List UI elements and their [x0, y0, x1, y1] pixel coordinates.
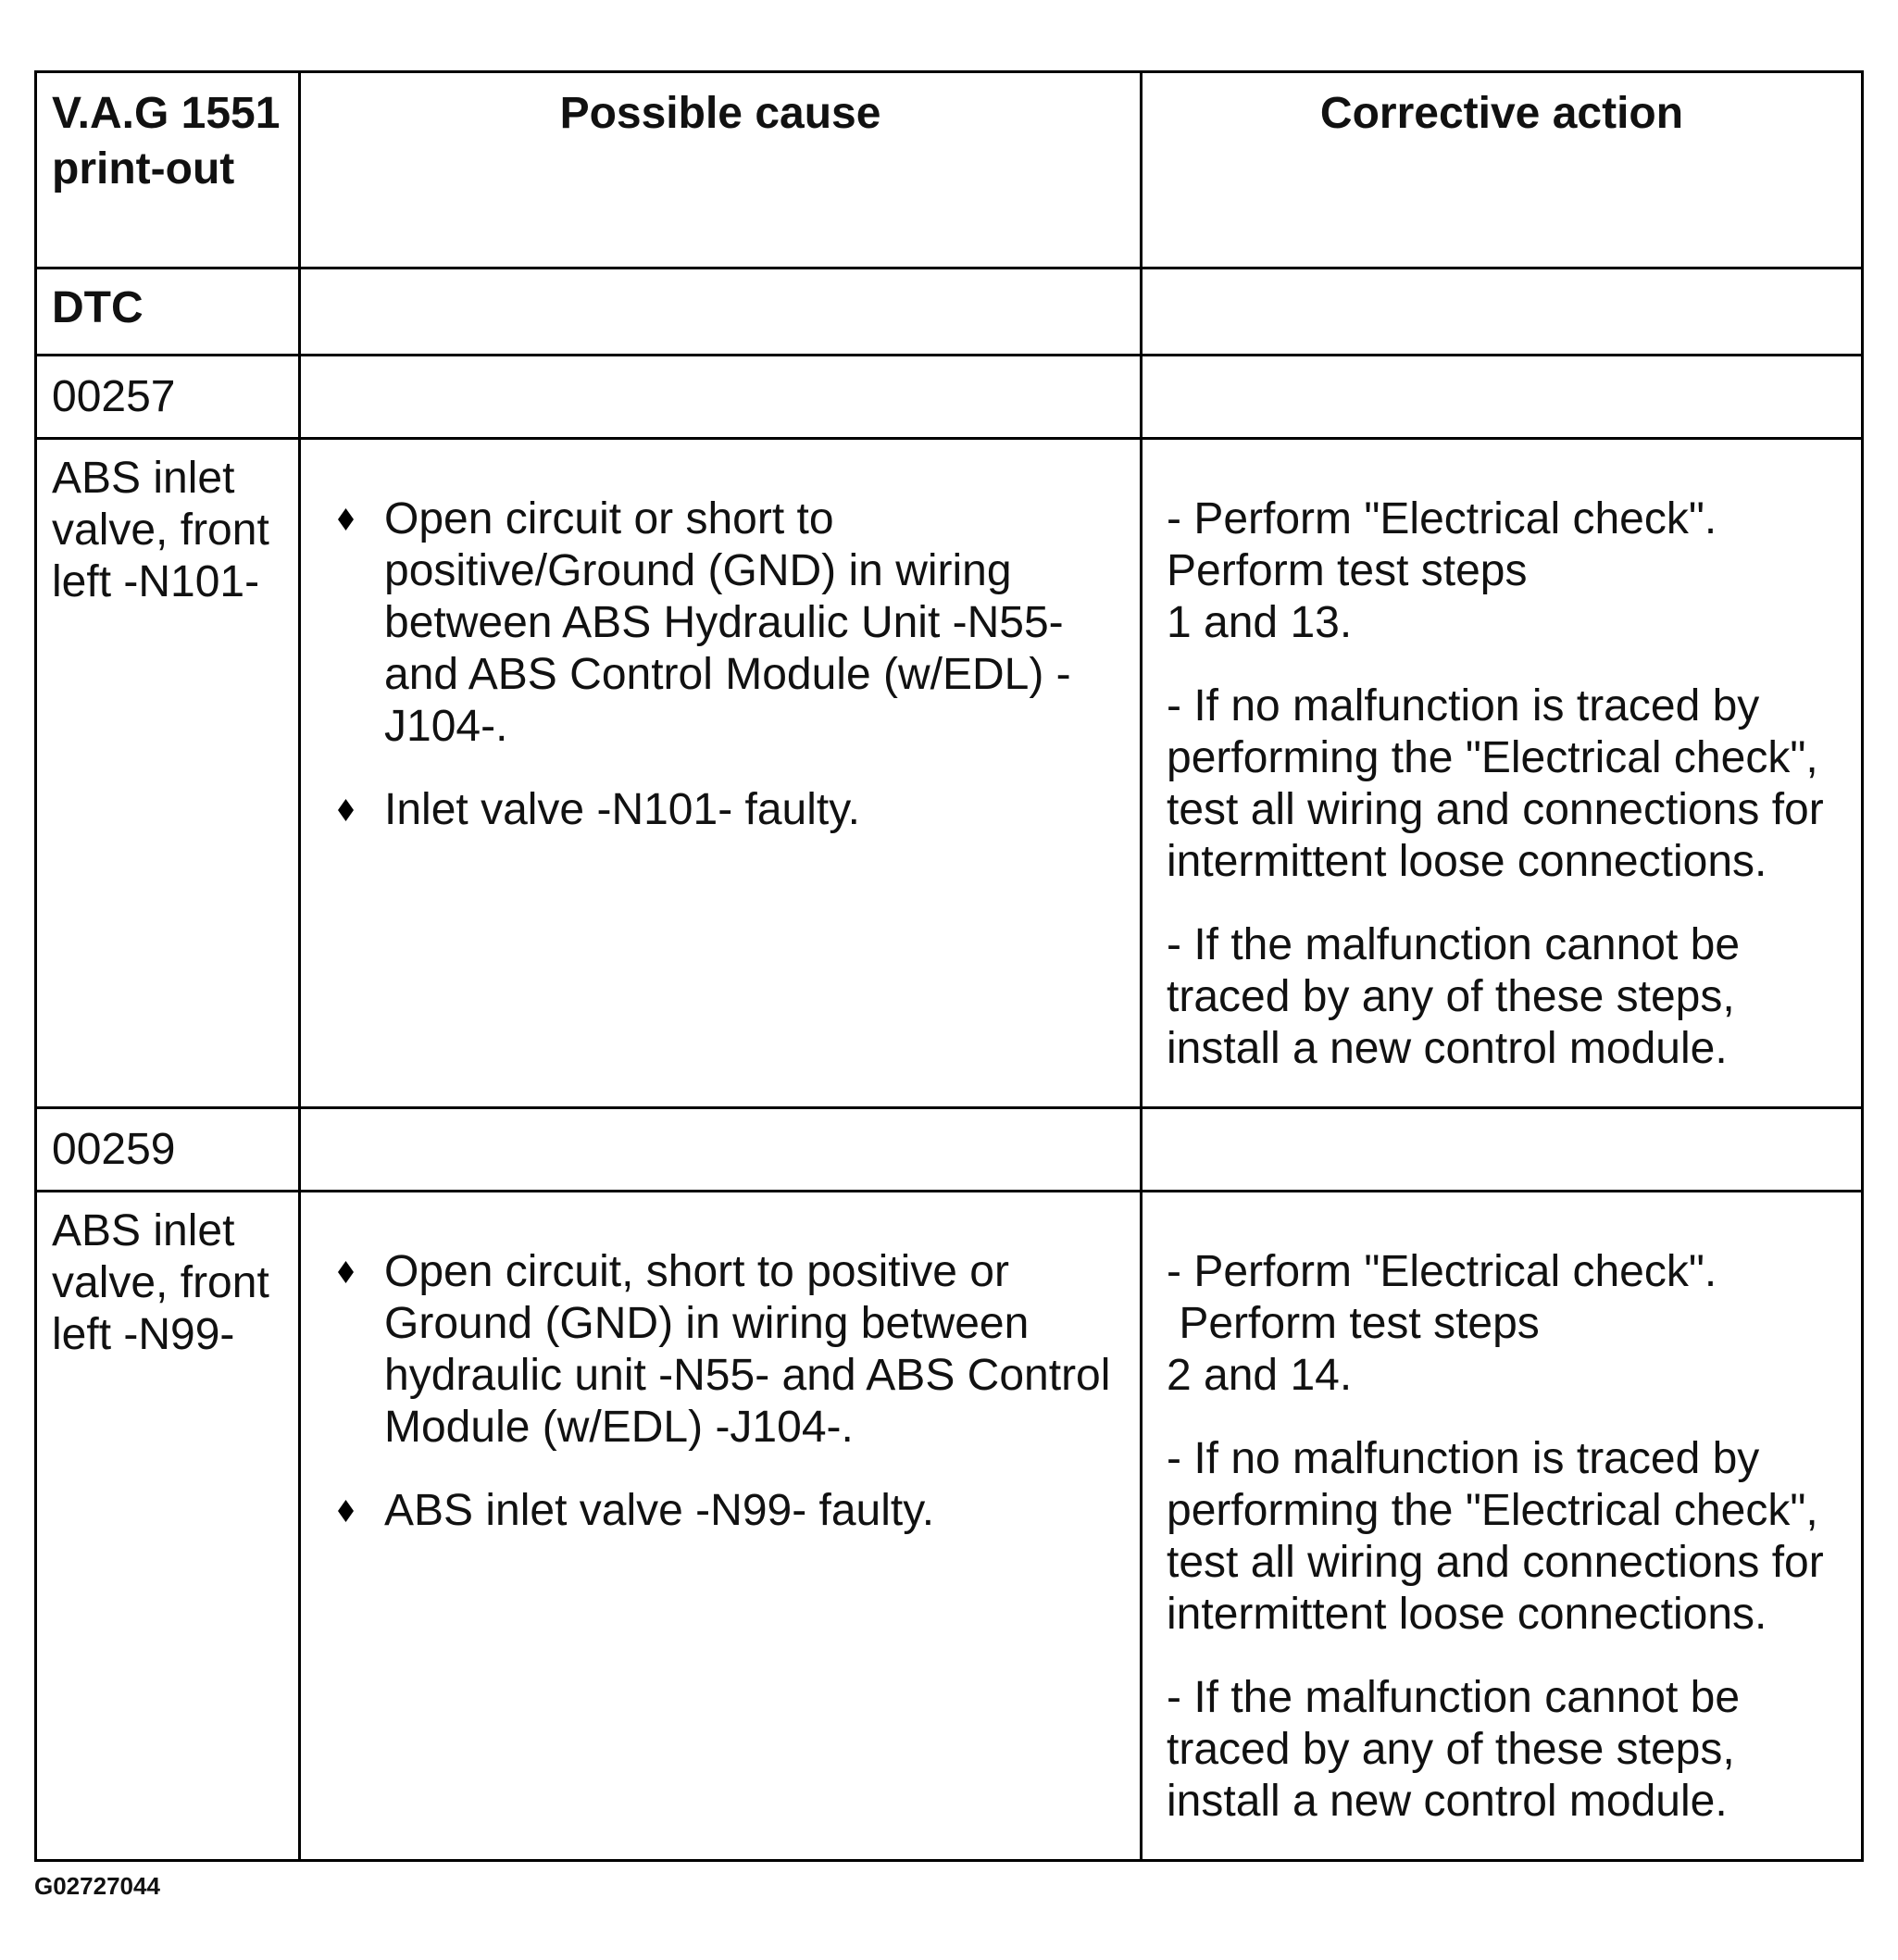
action-line: Perform test steps	[1167, 546, 1528, 595]
diamond-bullet-icon	[338, 799, 354, 821]
action-line: 1 and 13.	[1167, 598, 1353, 647]
cause-item	[338, 1485, 1118, 1537]
empty-cell	[300, 356, 1142, 439]
header-printout: V.A.G 1551 print-out	[52, 89, 281, 194]
header-row	[36, 72, 1863, 268]
action-list	[1143, 440, 1861, 1075]
empty-cell	[300, 1108, 1142, 1192]
cause-text: Inlet valve -N101- faulty.	[384, 785, 861, 834]
dtc-code: 00257	[52, 372, 176, 421]
header-cause-cell	[300, 72, 1142, 268]
empty-cell	[300, 268, 1142, 356]
possible-cause-cell	[300, 1192, 1142, 1861]
possible-cause-cell	[300, 439, 1142, 1108]
action-step: - If no malfunction is traced by performing the "Electrical check", test all wiring and connections for intermittent loose connections.	[1167, 1434, 1824, 1639]
action-line: Perform test steps	[1167, 1299, 1540, 1348]
cause-item	[338, 784, 1118, 836]
cause-item	[338, 1246, 1118, 1454]
header-action-cell	[1142, 72, 1863, 268]
dtc-label-cell	[36, 268, 300, 356]
dtc-detail-row	[36, 439, 1863, 1108]
dtc-code: 00259	[52, 1125, 176, 1174]
action-list	[1143, 1192, 1861, 1828]
empty-cell	[1142, 1108, 1863, 1192]
component-name: ABS inlet valve, front left -N99-	[52, 1206, 269, 1359]
corrective-action-cell	[1142, 439, 1863, 1108]
diamond-bullet-icon	[338, 1261, 354, 1283]
dtc-code-row	[36, 356, 1863, 439]
header-action: Corrective action	[1319, 89, 1684, 138]
cause-item	[338, 493, 1118, 753]
component-cell	[36, 1192, 300, 1861]
diamond-bullet-icon	[338, 1500, 354, 1522]
cause-text: Open circuit or short to positive/Ground (GND) in wiring between ABS Hydraulic Unit -N55- and ABS Control Module (w/EDL) -J104-.	[384, 494, 1071, 751]
action-line: - Perform "Electrical check".	[1167, 1247, 1717, 1296]
header-printout-cell	[36, 72, 300, 268]
component-name: ABS inlet valve, front left -N101-	[52, 454, 269, 606]
dtc-code-cell	[36, 1108, 300, 1192]
dtc-code-row	[36, 1108, 1863, 1192]
cause-text: ABS inlet valve -N99- faulty.	[384, 1486, 935, 1535]
figure-code: G02727044	[34, 1872, 160, 1900]
diamond-bullet-icon	[338, 508, 354, 531]
dtc-label-row	[36, 268, 1863, 356]
action-step: - If no malfunction is traced by performing the "Electrical check", test all wiring and connections for intermittent loose connections.	[1167, 681, 1824, 886]
dtc-detail-row	[36, 1192, 1863, 1861]
action-step: - If the malfunction cannot be traced by any of these steps, install a new control module.	[1167, 1673, 1741, 1826]
cause-text: Open circuit, short to positive or Ground (GND) in wiring between hydraulic unit -N55- and ABS Control Module (w/EDL) -J104-.	[384, 1247, 1111, 1452]
cause-list	[301, 440, 1140, 836]
action-line: - Perform "Electrical check".	[1167, 494, 1717, 543]
component-cell	[36, 439, 300, 1108]
dtc-label: DTC	[52, 283, 144, 332]
empty-cell	[1142, 268, 1863, 356]
header-cause: Possible cause	[559, 89, 881, 138]
action-step: - If the malfunction cannot be traced by any of these steps, install a new control module.	[1167, 920, 1741, 1073]
action-step	[1167, 493, 1839, 649]
dtc-code-cell	[36, 356, 300, 439]
cause-list	[301, 1192, 1140, 1537]
empty-cell	[1142, 356, 1863, 439]
dtc-table	[34, 70, 1864, 1862]
action-step	[1167, 1246, 1839, 1402]
corrective-action-cell	[1142, 1192, 1863, 1861]
action-line: 2 and 14.	[1167, 1351, 1353, 1400]
